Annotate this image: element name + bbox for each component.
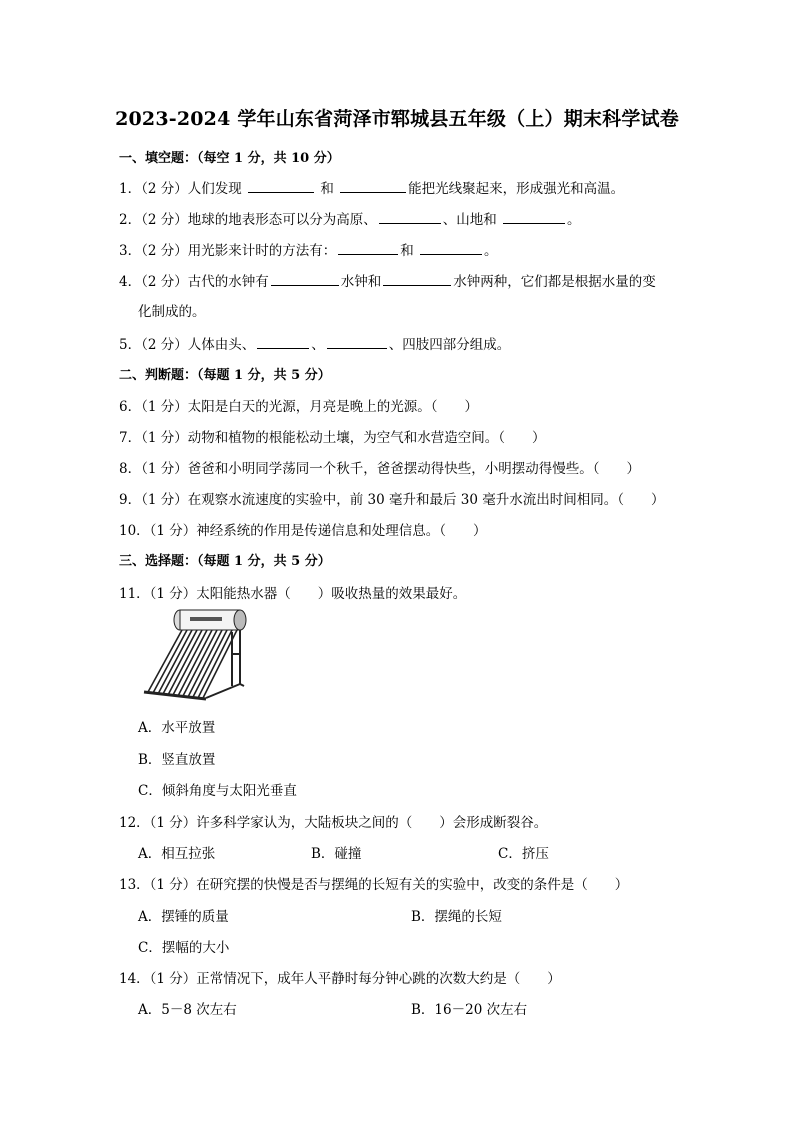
q4-text-c: 水钟两种，它们都是根据水量的变 [453, 274, 656, 290]
q13-option-b: B．摆绳的长短 [411, 909, 502, 925]
question-6: 6．（1 分）太阳是白天的光源，月亮是晚上的光源。（ ） [119, 399, 478, 415]
question-3 [119, 239, 498, 259]
question-10: 10．（1 分）神经系统的作用是传递信息和处理信息。（ ） [119, 523, 487, 539]
question-14: 14．（1 分）正常情况下，成年人平静时每分钟心跳的次数大约是（ ） [119, 971, 561, 987]
section-judge: 二、判断题：（每题 1 分，共 5 分） [119, 368, 331, 383]
q1-blank-1 [248, 180, 314, 193]
question-11: 11．（1 分）太阳能热水器（ ）吸收热量的效果最好。 [119, 586, 467, 602]
q5-blank-1 [257, 336, 309, 349]
q5-blank-2 [327, 336, 387, 349]
q11-option-a: A．水平放置 [138, 720, 216, 736]
q2-text-c: 。 [567, 212, 581, 228]
page-title: 2023-2024 学年山东省菏泽市郓城县五年级（上）期末科学试卷 [115, 108, 679, 130]
q2-text-a: 2．（2 分）地球的地表形态可以分为高原、 [119, 212, 377, 228]
q3-blank-2 [420, 242, 482, 255]
q4-text-a: 4．（2 分）古代的水钟有 [119, 274, 269, 290]
q12-option-c: C．挤压 [498, 846, 549, 862]
question-4-cont: 化制成的。 [138, 304, 206, 320]
q5-text-c: 、四肢四部分组成。 [388, 337, 511, 353]
q3-text-b: 和 [400, 243, 414, 259]
question-1 [119, 177, 624, 197]
q2-text-b: 、山地和 [442, 212, 497, 228]
q5-text-b: 、 [311, 337, 325, 353]
question-4 [119, 270, 656, 290]
q13-option-c: C．摆幅的大小 [138, 940, 230, 956]
q12-option-b: B．碰撞 [311, 846, 362, 862]
question-9: 9．（1 分）在观察水流速度的实验中，前 30 毫升和最后 30 毫升水流出时间相同。（ ） [119, 492, 665, 508]
q3-text-c: 。 [484, 243, 498, 259]
question-5 [119, 333, 510, 353]
q2-blank-2 [503, 211, 565, 224]
q1-text-b: 和 [320, 181, 334, 197]
q14-option-b: B．16－20 次左右 [411, 1002, 528, 1018]
q13-option-a: A．摆锤的质量 [138, 909, 229, 925]
section-fill-in: 一、填空题：（每空 1 分，共 10 分） [119, 151, 340, 166]
question-13: 13．（1 分）在研究摆的快慢是否与摆绳的长短有关的实验中，改变的条件是（ ） [119, 877, 629, 893]
q4-text-b: 水钟和 [340, 274, 382, 290]
question-2 [119, 208, 581, 228]
q1-text-a: 1．（2 分）人们发现 [119, 181, 242, 197]
question-8: 8．（1 分）爸爸和小明同学荡同一个秋千，爸爸摆动得快些，小明摆动得慢些。（ ） [119, 461, 640, 477]
q3-blank-1 [338, 242, 398, 255]
q2-blank-1 [379, 211, 441, 224]
section-choice: 三、选择题：（每题 1 分，共 5 分） [119, 554, 331, 569]
q12-option-a: A．相互拉张 [138, 846, 216, 862]
q1-blank-2 [340, 180, 406, 193]
q11-option-b: B．竖直放置 [138, 752, 216, 768]
q1-text-c: 能把光线聚起来，形成强光和高温。 [408, 181, 625, 197]
question-12: 12．（1 分）许多科学家认为，大陆板块之间的（ ）会形成断裂谷。 [119, 815, 548, 831]
solar-water-heater-image [140, 604, 252, 704]
q4-blank-2 [383, 273, 451, 286]
q11-option-c: C．倾斜角度与太阳光垂直 [138, 783, 297, 799]
q3-text-a: 3．（2 分）用光影来计时的方法有： [119, 243, 337, 259]
question-7: 7．（1 分）动物和植物的根能松动土壤，为空气和水营造空间。（ ） [119, 430, 546, 446]
q5-text-a: 5．（2 分）人体由头、 [119, 337, 256, 353]
q14-option-a: A．5－8 次左右 [138, 1002, 237, 1018]
q4-blank-1 [271, 273, 339, 286]
